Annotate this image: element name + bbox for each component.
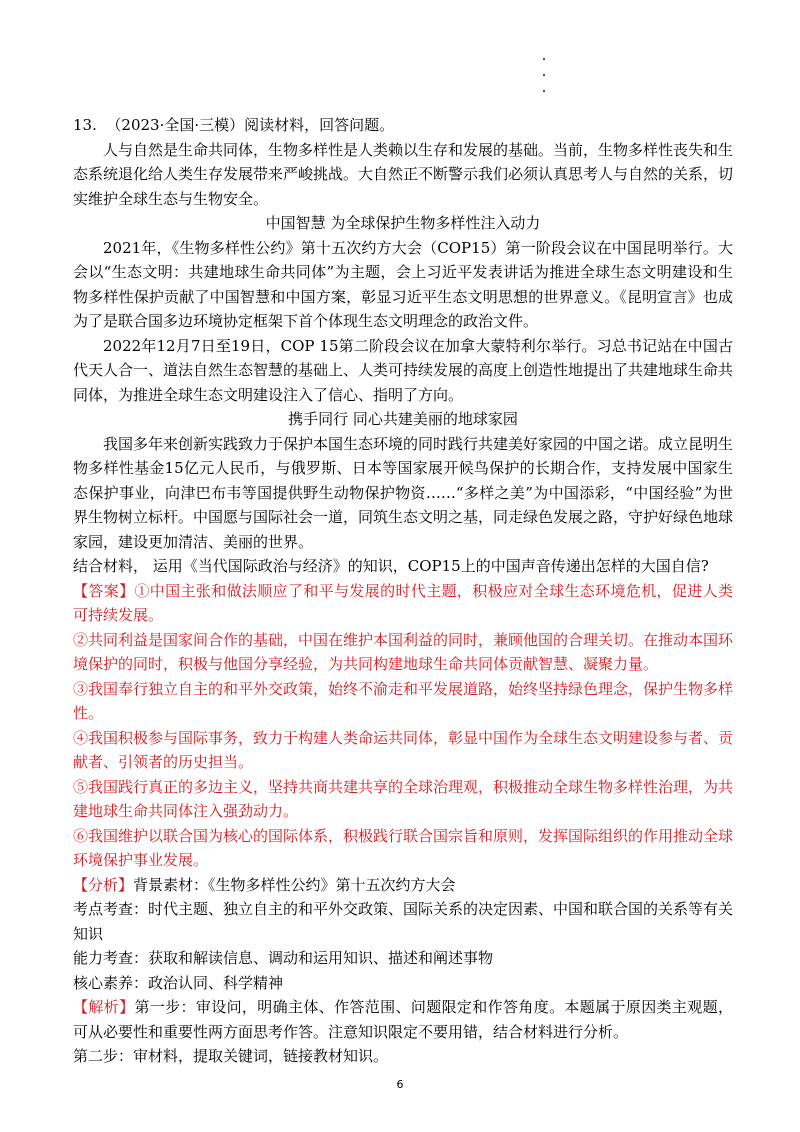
- explanation-step-1: 【解析】第一步：审设问，明确主体、作答范围、问题限定和作答角度。本题属于原因类主观题，可从必要性和重要性两方面思考作答。注意知识限定不要用错，结合材料进行分析。: [73, 998, 733, 1041]
- answer-point-3: ③我国奉行独立自主的和平外交政策，始终不渝走和平发展道路，始终坚持绿色理念，保护生物多样性。: [73, 679, 734, 722]
- answer-point-4: ④我国积极参与国际事务，致力于构建人类命运共同体，彰显中国作为全球生态文明建设参与者、贡献者、引领者的历史担当。: [73, 728, 734, 771]
- corner-dots: [543, 58, 549, 106]
- analysis-material: 【分析】背景素材：《生物多样性公约》第十五次约方大会: [73, 875, 456, 894]
- material-paragraph-1: 2021年，《生物多样性公约》第十五次约方大会（COP15）第一阶段会议在中国昆明举行。大会以“生态文明：共建地球生命共同体”为主题，会上习近平发表讲话为推进全球生态文明建设和生物多样性保护贡献了中国智慧和中国方案，彰显习近平生态文明思想的世界意义。《昆明宣言》也成为了是联合国多边环境协定框架下首个体现生态文明理念的政治文件。: [73, 238, 733, 330]
- section-heading-2: 携手同行 同心共建美丽的地球家园: [288, 410, 518, 428]
- explanation-step-2: 第二步：审材料，提取关键词，链接教材知识。: [73, 1047, 389, 1065]
- question-content: [73, 113, 733, 1069]
- explanation-label: 【解析】: [73, 998, 135, 1016]
- intro-paragraph: 人与自然是生命共同体，生物多样性是人类赖以生存和发展的基础。当前，生物多样性丧失和生态系统退化给人类生存发展带来严峻挑战。大自然正不断警示我们必须认真思考人与自然的关系，切实维护全球生态与生物安全。: [73, 140, 734, 208]
- answer-point-6: ⑥我国维护以联合国为核心的国际体系，积极践行联合国宗旨和原则，发挥国际组织的作用推动全球环境保护事业发展。: [73, 826, 734, 869]
- answer-point-1: 【答案】①中国主张和做法顺应了和平与发展的时代主题，积极应对全球生态环境危机，促进人类可持续发展。: [73, 581, 733, 624]
- answer-point-2: ②共同利益是国家间合作的基础，中国在维护本国利益的同时，兼顾他国的合理关切。在推动本国环境保护的同时，积极与他国分享经验，为共同构建地球生命共同体贡献智慧、凝聚力量。: [73, 630, 734, 673]
- material-paragraph-3: 我国多年来创新实践致力于保护本国生态环境的同时践行共建美好家园的中国之诺。成立昆明生物多样性基金15亿元人民币，与俄罗斯、日本等国家展开候鸟保护的长期合作，支持发展中国家生态保护事业，向津巴布韦等国提供野生动物保护物资……“多样之美”为中国添彩，“中国经验”为世界生物树立标杆。中国愿与国际社会一道，同筑生态文明之基，同走绿色发展之路，守护好绿色地球家园，建设更加清洁、美丽的世界。: [73, 434, 734, 551]
- analysis-ability: 能力考查：获取和解读信息、调动和运用知识、描述和阐述事物: [73, 949, 494, 967]
- analysis-literacy: 核心素养：政治认同、科学精神: [73, 973, 284, 992]
- analysis-label: 【分析】: [73, 875, 134, 894]
- question-prompt: 结合材料， 运用《当代国际政治与经济》的知识，COP15上的中国声音传递出怎样的大国自信?: [73, 557, 709, 575]
- answer-point-5: ⑤我国践行真正的多边主义，坚持共商共建共享的全球治理观，积极推动全球生物多样性治理，为共建地球生命共同体注入强劲动力。: [73, 777, 734, 820]
- answer-label: 【答案】: [73, 581, 135, 600]
- question-source: （2023·全国·三模）阅读材料，回答问题。: [106, 116, 395, 134]
- section-heading-1: 中国智慧 为全球保护生物多样性注入动力: [265, 214, 541, 232]
- page-number: 6: [396, 1078, 404, 1091]
- material-paragraph-2: 2022年12月7日至19日，COP 15第二阶段会议在加拿大蒙特利尔举行。习总书记站在中国古代天人合一、道法自然生态智慧的基础上、人类可持续发展的高度上创造性地提出了共建地球生命共同体，为推进全球生态文明建设注入了信心、指明了方向。: [73, 336, 734, 404]
- question-header: [73, 113, 733, 138]
- analysis-knowledge: 考点考查：时代主题、独立自主的和平外交政策、国际关系的决定因素、中国和联合国的关系等有关知识: [73, 900, 734, 943]
- question-number: 13.: [73, 116, 97, 134]
